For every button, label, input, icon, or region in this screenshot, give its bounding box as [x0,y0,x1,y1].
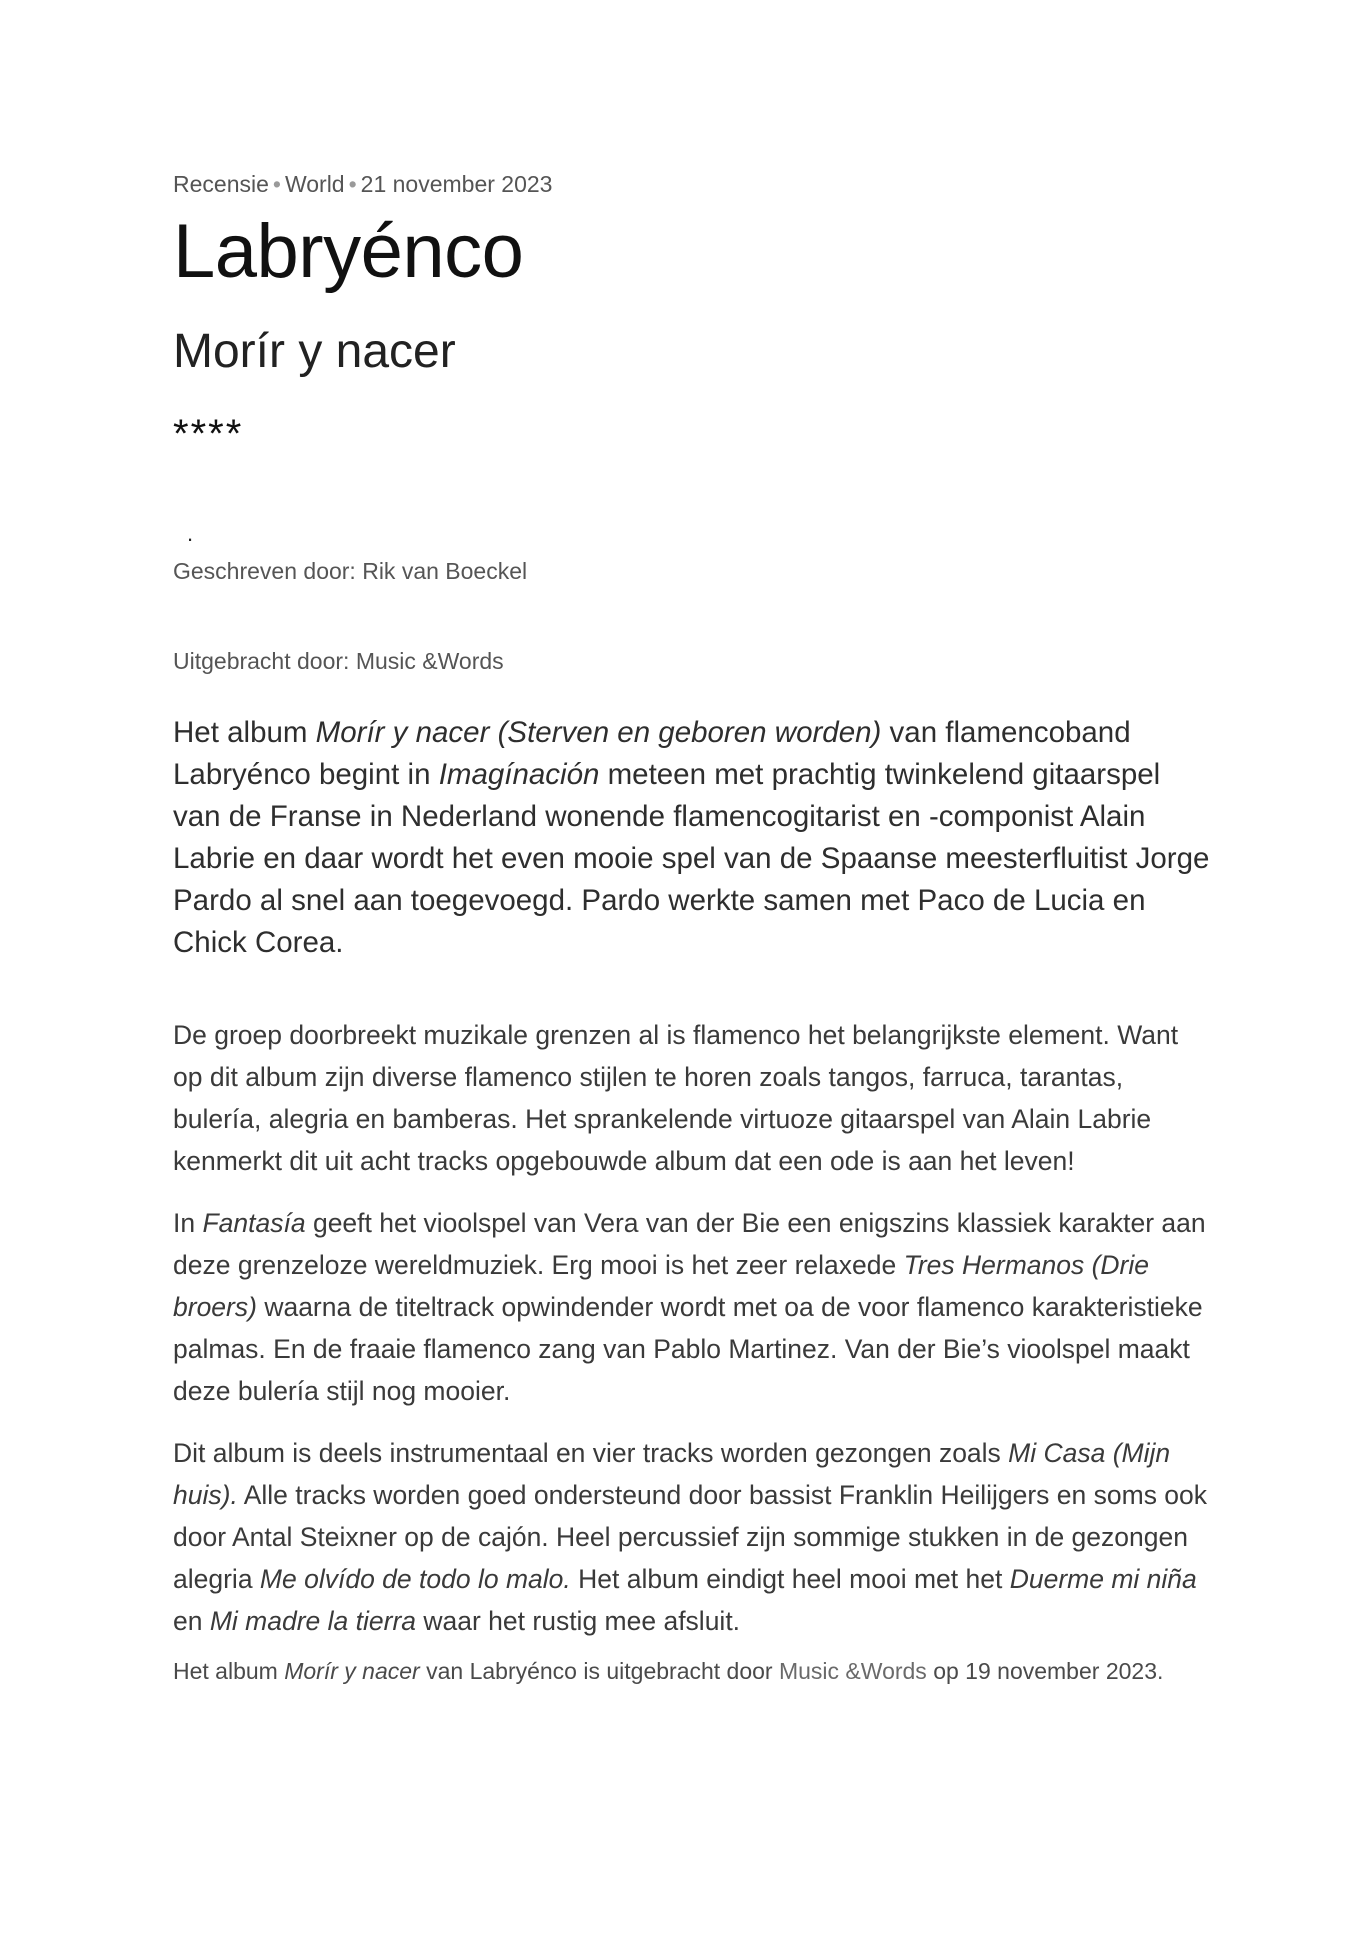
paragraph-text: waar het rustig mee afsluit. [416,1606,741,1636]
article-meta [173,168,1213,200]
paragraph-text: geeft het vioolspel van Vera van der Bie een enigszins klassiek karakter aan deze grenzeloze wereldmuziek. Erg mooi is het zeer relaxede [173,1208,1206,1280]
paragraph-text: waarna de titeltrack opwindender wordt met oa de voor flamenco karakteristieke palmas. En de fraaie flamenco zang van Pablo Martinez. Van der Bie’s vioolspel maakt deze bulería stijl nog mooier. [173,1292,1203,1406]
body-paragraph-3 [173,1432,1213,1642]
track-title: Tres Hermanos (Drie broers) [173,1250,1150,1322]
paragraph-text: Alle tracks worden goed ondersteund door bassist Franklin Heilijgers en soms ook door Antal Steixner op de cajón. Heel percussief zijn sommige stukken in de gezongen alegria [173,1480,1208,1594]
lead-track-title: Imagínación [438,758,600,791]
track-title: Mi Casa (Mijn huis). [173,1438,1171,1510]
track-title: Me olvído de todo lo malo. [259,1564,571,1594]
publisher-link[interactable]: Music &Words [778,1658,927,1684]
paragraph-text: Dit album is deels instrumentaal en vier tracks worden gezongen zoals [173,1438,1009,1468]
meta-separator: • [272,171,281,197]
meta-type: Recensie [173,171,269,197]
lead-text: Het album [173,716,316,749]
album-subtitle: Morír y nacer [173,325,456,378]
lead-text: meteen met prachtig twinkelend gitaarspel van de Franse in Nederland wonende flamencogitarist en -componist Alain Labrie en daar wordt het even mooie spel van de Spaanse meesterfluitist Jorge Pardo al snel aan toegevoegd. Pardo werkte samen met Paco de Lucia en Chick Corea. [173,758,1210,959]
release-footnote [173,1656,1213,1686]
body-paragraph-1: De groep doorbreekt muzikale grenzen al is flamenco het belangrijkste element. Want op dit album zijn diverse flamenco stijlen te horen zoals tangos, farruca, tarantas, bulería, alegria en bamberas. Het sprankelende virtuoze gitaarspel van Alain Labrie kenmerkt dit uit acht tracks opgebouwde album dat een ode is aan het leven! [173,1020,1179,1176]
footnote-text: van Labryénco is uitgebracht door [419,1658,779,1684]
paragraph-text: In [173,1208,203,1238]
lead-paragraph [173,712,1213,964]
body-paragraph-2 [173,1202,1213,1412]
article [173,168,1213,1686]
meta-separator: • [348,171,357,197]
page-title: Labryénco [173,209,524,294]
dot-marker: . [187,521,194,546]
track-title: Mi madre la tierra [209,1606,417,1636]
lead-text: van flamencoband Labryénco begint in [173,716,1131,791]
footnote-text: op 19 november 2023. [926,1658,1164,1684]
meta-genre: World [284,171,345,197]
track-title: Duerme mi niña [1009,1564,1197,1594]
track-title: Fantasía [202,1208,306,1238]
paragraph-text: Het album eindigt heel mooi met het [570,1564,1010,1594]
lead-album-title: Morír y nacer (Sterven en geboren worden) [315,716,882,749]
meta-date: 21 november 2023 [360,171,553,197]
star-rating: **** [173,412,244,456]
footnote-text: Het album [173,1658,285,1684]
footnote-album-title: Morír y nacer [284,1658,420,1684]
author-byline: Geschreven door: Rik van Boeckel [173,558,528,584]
paragraph-text: en [173,1606,210,1636]
publisher-line: Uitgebracht door: Music &Words [173,648,504,674]
